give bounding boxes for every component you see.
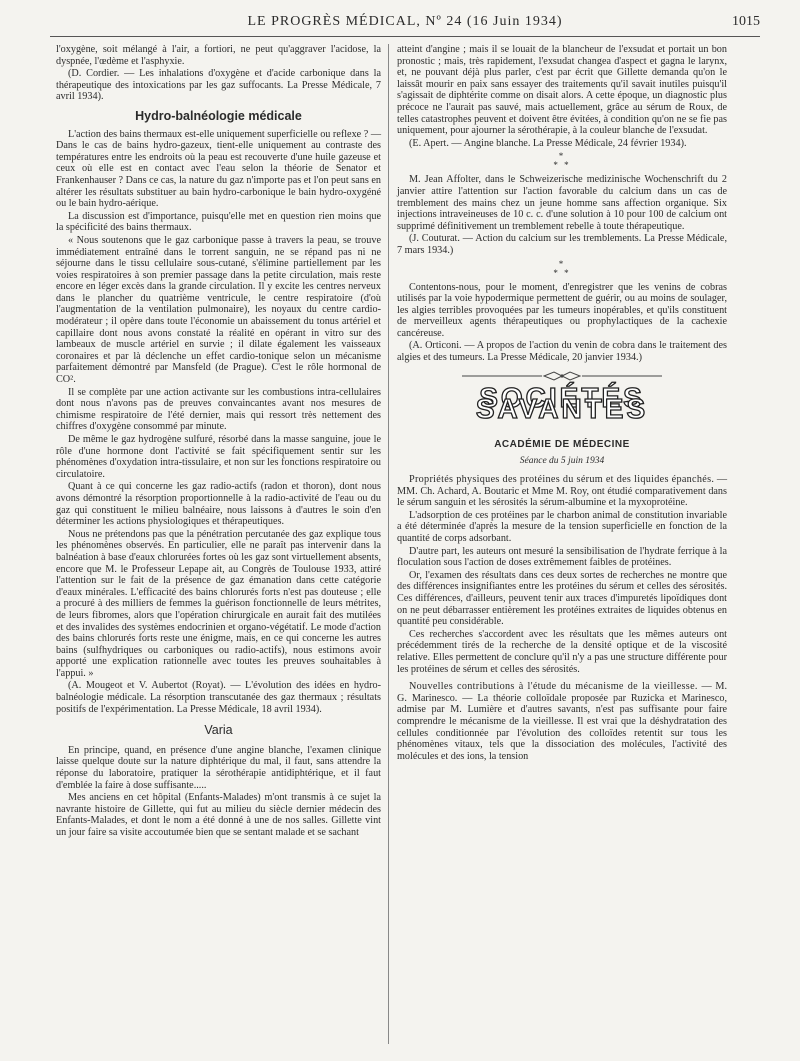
asterism-separator: * * * xyxy=(553,151,571,171)
column-divider xyxy=(388,44,389,1044)
ornament-divider xyxy=(397,370,727,382)
paragraph: atteint d'angine ; mais il se louait de la blancheur de l'exsudat et portait un bon pronostic ; mais, très rapidement, l'exsudat changea d'aspect et gagna le larynx, et, ne pouvant déjà plus parler, c'est par écrit que Gillette demanda qu'on le laissât mourir en paix sans essayer des traitements qu'il savait inutiles puisqu'il s'agissait de diphtérite comme on disait alors. A cette époque, un diagnostic plus précoce ne l'aurait pas sauvé, mais actuellement, grâce au sérum de Roux, de telles catastrophes peuvent et doivent être évitées, à condition qu'on ne se fie pas uniquement, pour ajourner la sérothérapie, à la couleur blanche de l'exsudat. xyxy=(397,44,727,137)
reference: (D. Cordier. — Les inhalations d'oxygène et d'acide carbonique dans la thérapeutique des intoxications par les gaz suffocants. La Presse Médicale, 7 avril 1934). xyxy=(56,68,381,103)
article-lead: — M. G. Marinesco. — La théorie colloïdale proposée par Ruzicka et Marinesco, admise par M. Lumière et d'autres savants, n'est pas suffisante pour faire comprendre le mécanisme de la vieillesse. Il est vrai que la déshydratation des cellules conditionnée par l'évolution des colloïdes retentit sur tous les phénomènes vitaux, tels que la dissociation des molécules, l'activité des molécules et des ions, la tension xyxy=(397,681,727,762)
paragraph: D'autre part, les auteurs ont mesuré la sensibilisation de l'hydrate ferrique à la floculation sous l'action de doses extrêmement faibles de protéines. xyxy=(397,545,727,569)
left-column xyxy=(56,44,381,840)
paragraph: L'action des bains thermaux est-elle uniquement superficielle ou reflexe ? — Dans le cas de bains hydro-gazeux, tient-elle uniquement au contraste des températures entre les endroits où la peau est recouverte d'une huile gazeuse et ceux où elle est en contact avec l'eau selon la théorie de Senator et Frankenhauser ? Dans ce cas, la nature du gaz n'importe pas et l'on peut sans en altérer les résultats substituer au bain hydro-carbonique le bain hydro-oxygéné ou le bain hydro-aérique. xyxy=(56,128,382,210)
asterism-separator: * * * xyxy=(553,258,571,278)
section-heading-varia: Varia xyxy=(204,723,233,738)
reference: (E. Apert. — Angine blanche. La Presse Médicale, 24 février 1934). xyxy=(409,137,687,149)
paragraph: Quant à ce qui concerne les gaz radio-actifs (radon et thoron), dont nous avons démontré la résorption proportionnelle à la radio-activité de l'eau ou du gaz qui constituent le milieu balnéaire, nous laissons à d'autres le soin d'en déterminer les actions physiologiques et thérapeutiques. xyxy=(56,481,381,528)
reference: (A. Mougeot et V. Aubertot (Royat). — L'évolution des idées en hydro-balnéologie médicale. La résorption transcutanée des gaz thermaux ; résultats positifs de l'expérimentation. La Presse Médicale, 18 avril 1934). xyxy=(56,680,381,715)
right-column xyxy=(397,44,727,763)
page-header xyxy=(50,14,760,37)
article-lead: — MM. Ch. Achard, A. Boutaric et Mme M. Roy, ont étudié comparativement dans le sérum sanguin et les sérosités la sérum-albumine et la myxoprotéine. xyxy=(397,474,728,509)
paragraph: Nous ne prétendons pas que la pénétration percutanée des gaz explique tous les phénomènes observés. En particulier, elle ne paraît pas intervenir dans la balnéation à base d'eaux chlorurées fortes où les gaz sont virtuellement absents, encore que M. le Professeur Lepape ait, au Congrès de Toulouse 1933, attiré l'attention sur le fait de la présence de gaz émanation dans cette catégorie d'eaux minérales. L'efficacité des bains chlorurés forts n'est pas douteuse ; elle a procuré à des milliers de femmes la guérison fonctionnelle de leurs métrites, de leurs fibromes, alors que l'opération chirurgicale en aurait fait des mutilées et des invalides des systèmes endocrinien et organo-végétatif. Le mode d'action des bains chlorurés forts reste une énigme, mais, en ce qui concerne les autres bains (sulfhydriques ou carboniques ou radio-actifs), nous estimons avoir apporté une explication rationnelle avec toutes les preuves souhaitables à l'appui. » xyxy=(56,528,381,679)
paragraph: « Nous soutenons que le gaz carbonique passe à travers la peau, se trouve immédiatement entraîné dans le torrent sanguin, ne se répand pas ni ne séjourne dans le tissu cellulaire sous-cutané, s'élimine partiellement par les voies respiratoires à son premier passage dans la petite circulation, mais reste encore en léger excès dans la grande circulation. Il y excite les centres nerveux dans le plancher du quatrième ventricule, le centre respiratoire (d'où l'augmentation de la ventilation pulmonaire), les noyaux du centre cardio-modérateur ; il opère dans toute l'économie un abaissement du tonus artériel et capillaire dont nous avons constaté la réalité en opérant in vitro sur des lambeaux de muscle artériel en survie ; il dilate également les vaisseaux coronaires et par là déclenche un effet cardio-tonique selon un mécanisme parfaitement démontré par Mansfeld (de Prague). C'est le rôle hormonal de CO². xyxy=(56,234,381,386)
paragraph: Contentons-nous, pour le moment, d'enregistrer que les venins de cobras utilisés par la voie hypodermique permettent de guérir, ou au moins de soulager, les algies terribles provoquées par les tumeurs inopérables, et qu'ils constituent de merveilleux agents thérapeutiques ou prophylactiques de la cachexie cancéreuse. xyxy=(397,281,727,339)
page-number: 1015 xyxy=(732,14,760,29)
paragraph: M. Jean Affolter, dans le Schweizerische medizinische Wochenschrift du 2 janvier attire l'attention sur l'action favorable du calcium dans un cas de tremblement des mains chez un jeune homme sans affection organique. Six injections intraveineuses de 10 c. c. d'une solution à 10 pour 100 de calcium ont supprimé définitivement un tremblement rebelle à toute thérapeutique. xyxy=(397,174,727,232)
paragraph: l'oxygène, soit mélangé à l'air, a fortiori, ne peut qu'aggraver l'acidose, la dyspnée, l'œdème et l'asphyxie. xyxy=(56,44,381,67)
section-heading-hydro: Hydro-balnéologie médicale xyxy=(135,108,302,123)
paragraph xyxy=(397,681,727,762)
paragraph: L'adsorption de ces protéines par le charbon animal de constitution invariable a été déterminée d'après la mesure de la tension superficielle en fonction de la quantité de corps adsorbant. xyxy=(397,509,727,544)
paragraph xyxy=(397,474,727,509)
journal-title: LE PROGRÈS MÉDICAL, Nº 24 (16 Juin 1934) xyxy=(247,14,563,29)
paragraph: De même le gaz hydrogène sulfuré, résorbé dans la masse sanguine, joue le rôle d'une hormone dont l'activité se fait spécifiquement sentir sur les phénomènes d'oxydation intra-tissulaire, et non sur les fonctions respiratoire ou circulatoire. xyxy=(56,434,381,480)
reference: (A. Orticoni. — A propos de l'action du venin de cobra dans le traitement des algies et des tumeurs. La Presse Médicale, 20 janvier 1934.) xyxy=(397,340,727,364)
session-date: Séance du 5 juin 1934 xyxy=(519,456,605,467)
paragraph: Mes anciens en cet hôpital (Enfants-Malades) m'ont transmis à ce sujet la navrante histoire de Gillette, qui fut au milieu du siècle dernier médecin des Enfants-Malades, et dont le nom a été donné à une de nos salles. Gillette vint un jour faire sa visite accoutumée bien que se sentant malade et se sachant xyxy=(56,792,381,838)
paragraph: Il se complète par une action activante sur les combustions intra-cellulaires dont nous n'avons pas de preuves convaincantes avant nos mesures de chimisme respiratoire de l'été dernier, mais qui ressort très nettement des chiffres d'oxygène consommé par minute. xyxy=(56,386,381,433)
reference: (J. Couturat. — Action du calcium sur les tremblements. La Presse Médicale, 7 mars 1934.) xyxy=(397,233,727,256)
paragraph: En principe, quand, en présence d'une angine blanche, l'examen clinique laisse quelque doute sur la nature diphtérique du mal, il faut, sans attendre la réponse du laboratoire, pratiquer la sérothérapie antidiphtérique, et il faut d'emblée la faire à dose suffisante..... xyxy=(56,744,381,791)
paragraph: La discussion est d'importance, puisqu'elle met en question rien moins que la spécificité des bains thermaux. xyxy=(56,210,381,234)
academy-heading: ACADÉMIE DE MÉDECINE xyxy=(494,438,630,450)
paragraph: Ces recherches s'accordent avec les résultats que les mêmes auteurs ont précédemment tirés de la recherche de la densité optique et de la viscosité relative. Elles permettent de conclure qu'il n'y a pas une structure différente pour les protéines de sérum et celles des sérosités. xyxy=(397,628,727,675)
paragraph: Or, l'examen des résultats dans ces deux sortes de recherches ne montre que des différences insignifiantes entre les protéines du sérum et celles des sérosités. Ces différences, d'ailleurs, peuvent tenir aux traces d'impuretés lipoïdiques dont on ne peut débarrasser entièrement les protéines extraites de liquides obtenus en quantité peu considérable. xyxy=(397,569,727,628)
section-banner-societes: SOCIÉTÉS SAVANTES xyxy=(475,381,649,425)
article-title: Propriétés physiques des protéines du sérum et des liquides épanchés. xyxy=(409,474,715,486)
article-title: Nouvelles contributions à l'étude du mécanisme de la vieillesse. xyxy=(409,681,698,693)
